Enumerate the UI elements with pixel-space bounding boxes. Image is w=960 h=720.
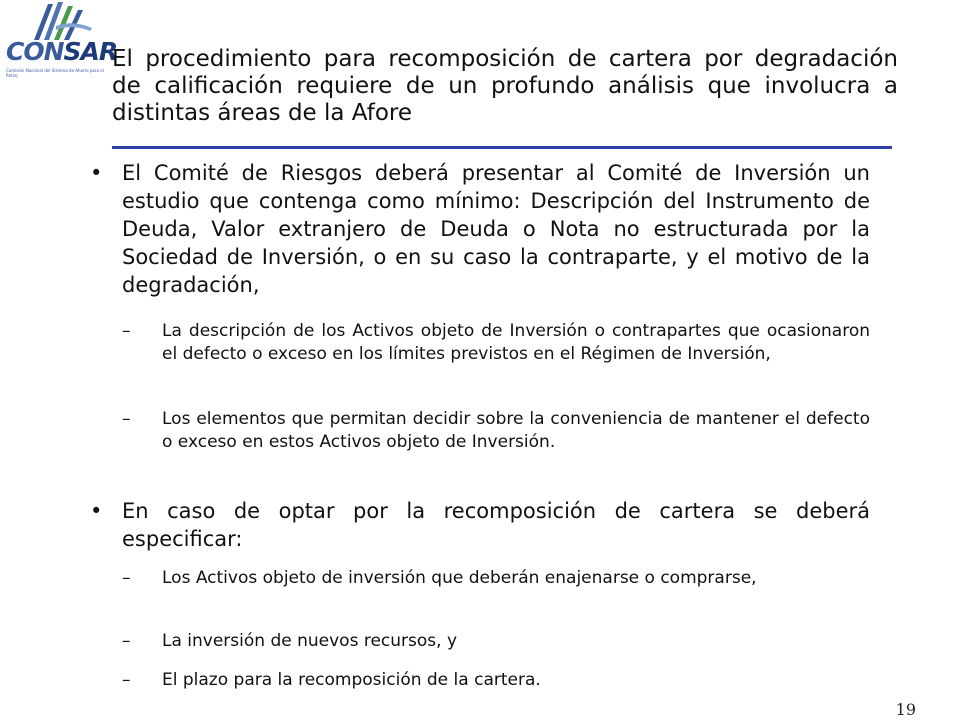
subitem-text-activos: Los Activos objeto de inversión que deberán enajenarse o comprarse, xyxy=(162,568,757,588)
subitem-text-elementos: Los elementos que permitan decidir sobre la conveniencia de mantener el defecto o exceso en estos Activos objeto de Inversión. xyxy=(162,409,870,452)
subitem-marker: – xyxy=(122,631,131,651)
subitem-marker: – xyxy=(122,321,131,341)
subitem-marker: – xyxy=(122,670,131,690)
page-number: 19 xyxy=(895,700,916,719)
bullet-marker: • xyxy=(90,161,103,185)
logo-word-con: CON xyxy=(6,37,64,66)
subitem-marker: – xyxy=(122,568,131,588)
bullet-text-recomposicion: En caso de optar por la recomposición de cartera se deberá especificar: xyxy=(122,499,870,551)
subitem-text-plazo: El plazo para la recomposición de la cartera. xyxy=(162,670,541,690)
logo-word-sar: SAR xyxy=(63,37,118,66)
subitem-text-descripcion: La descripción de los Activos objeto de Inversión o contrapartes que ocasionaron el defecto o exceso en los límites previstos en el Régimen de Inversión, xyxy=(162,321,870,364)
bullet-marker: • xyxy=(90,499,103,523)
bullet-text-comite-riesgos: El Comité de Riesgos deberá presentar al Comité de Inversión un estudio que contenga como mínimo: Descripción del Instrumento de Deuda, Valor extranjero de Deuda o Nota no estructurada por la Sociedad de Inversión, o en su caso la contraparte, y el motivo de la degradación, xyxy=(122,161,870,297)
subitem-text-inversion: La inversión de nuevos recursos, y xyxy=(162,631,458,651)
logo-subtitle: Comisión Nacional del Sistema de Ahorro para el Retiro xyxy=(6,68,104,78)
subitem-marker: – xyxy=(122,409,131,429)
slide-title: El procedimiento para recomposición de cartera por degradación de calificación requiere de un profundo análisis que involucra a distintas áreas de la Afore xyxy=(112,46,898,126)
